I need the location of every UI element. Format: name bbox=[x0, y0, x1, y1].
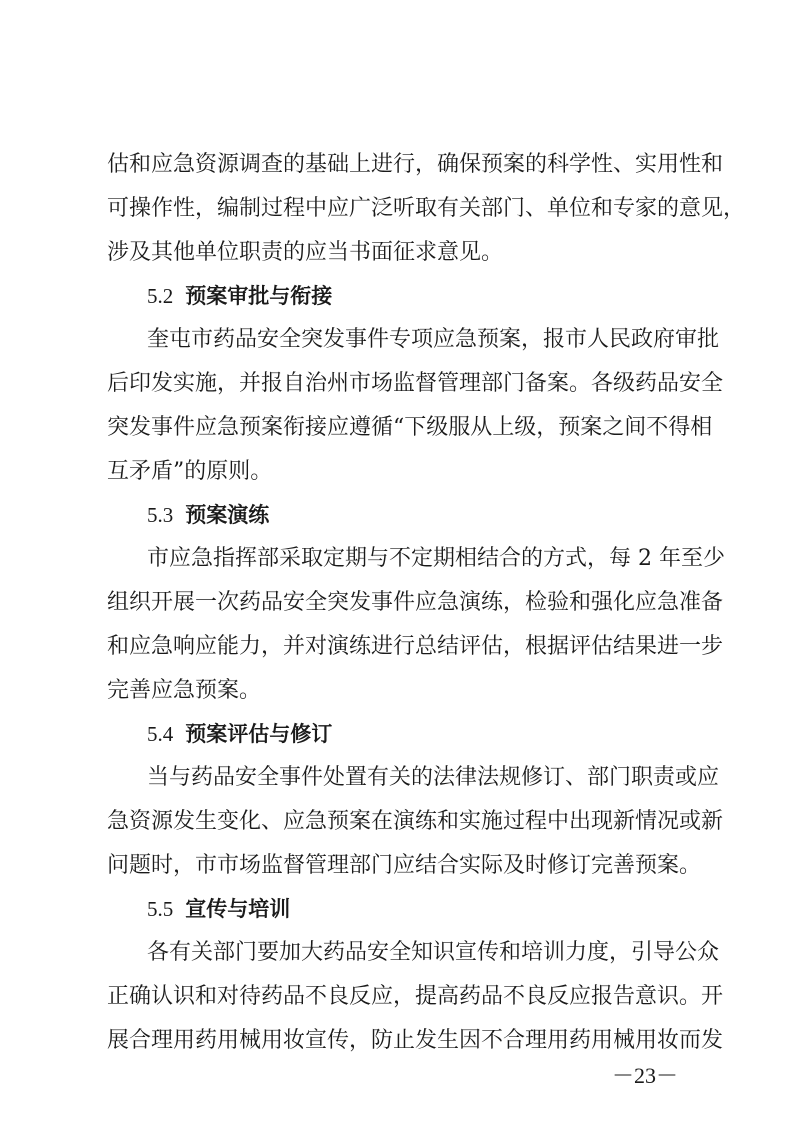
paragraph-line: 可操作性，编制过程中应广泛听取有关部门、单位和专家的意见， bbox=[107, 196, 746, 221]
paragraph-line: 涉及其他单位职责的应当书面征求意见。 bbox=[107, 240, 504, 265]
paragraph-line: 各有关部门要加大药品安全知识宣传和培训力度，引导公众 bbox=[147, 940, 720, 965]
section-number: 5.4 bbox=[147, 722, 174, 746]
section-title: 预案审批与衔接 bbox=[185, 284, 333, 308]
section-heading-5-5 bbox=[147, 895, 290, 923]
section-title: 预案演练 bbox=[185, 503, 270, 527]
paragraph-line: 互矛盾”的原则。 bbox=[107, 459, 273, 484]
section-title: 宣传与培训 bbox=[185, 897, 291, 921]
section-number: 5.3 bbox=[147, 503, 174, 527]
paragraph-line: 当与药品安全事件处置有关的法律法规修订、部门职责或应 bbox=[147, 765, 720, 790]
paragraph-line: 后印发实施，并报自治州市场监督管理部门备案。各级药品安全 bbox=[107, 371, 724, 396]
section-heading-5-2 bbox=[147, 282, 332, 310]
page-number: －23－ bbox=[612, 1063, 679, 1088]
paragraph-line: 展合理用药用械用妆宣传，防止发生因不合理用药用械用妆而发 bbox=[107, 1028, 724, 1053]
section-heading-5-4 bbox=[147, 720, 332, 748]
paragraph-line: 突发事件应急预案衔接应遵循“下级服从上级，预案之间不得相 bbox=[107, 415, 713, 440]
paragraph-line: 组织开展一次药品安全突发事件应急演练，检验和强化应急准备 bbox=[107, 590, 724, 615]
section-number: 5.5 bbox=[147, 897, 174, 921]
section-number: 5.2 bbox=[147, 284, 174, 308]
section-heading-5-3 bbox=[147, 501, 269, 529]
paragraph-line: 估和应急资源调查的基础上进行，确保预案的科学性、实用性和 bbox=[107, 152, 724, 177]
paragraph-line: 问题时，市市场监督管理部门应结合实际及时修订完善预案。 bbox=[107, 853, 702, 878]
paragraph-line: 奎屯市药品安全突发事件专项应急预案，报市人民政府审批 bbox=[147, 327, 720, 352]
section-title: 预案评估与修订 bbox=[185, 722, 333, 746]
paragraph-line: 正确认识和对待药品不良反应，提高药品不良反应报告意识。开 bbox=[107, 984, 724, 1009]
paragraph-line: 和应急响应能力，并对演练进行总结评估，根据评估结果进一步 bbox=[107, 634, 724, 659]
paragraph-line: 完善应急预案。 bbox=[107, 678, 262, 703]
paragraph-line: 急资源发生变化、应急预案在演练和实施过程中出现新情况或新 bbox=[107, 809, 724, 834]
paragraph-line: 市应急指挥部采取定期与不定期相结合的方式，每 2 年至少 bbox=[147, 546, 725, 571]
